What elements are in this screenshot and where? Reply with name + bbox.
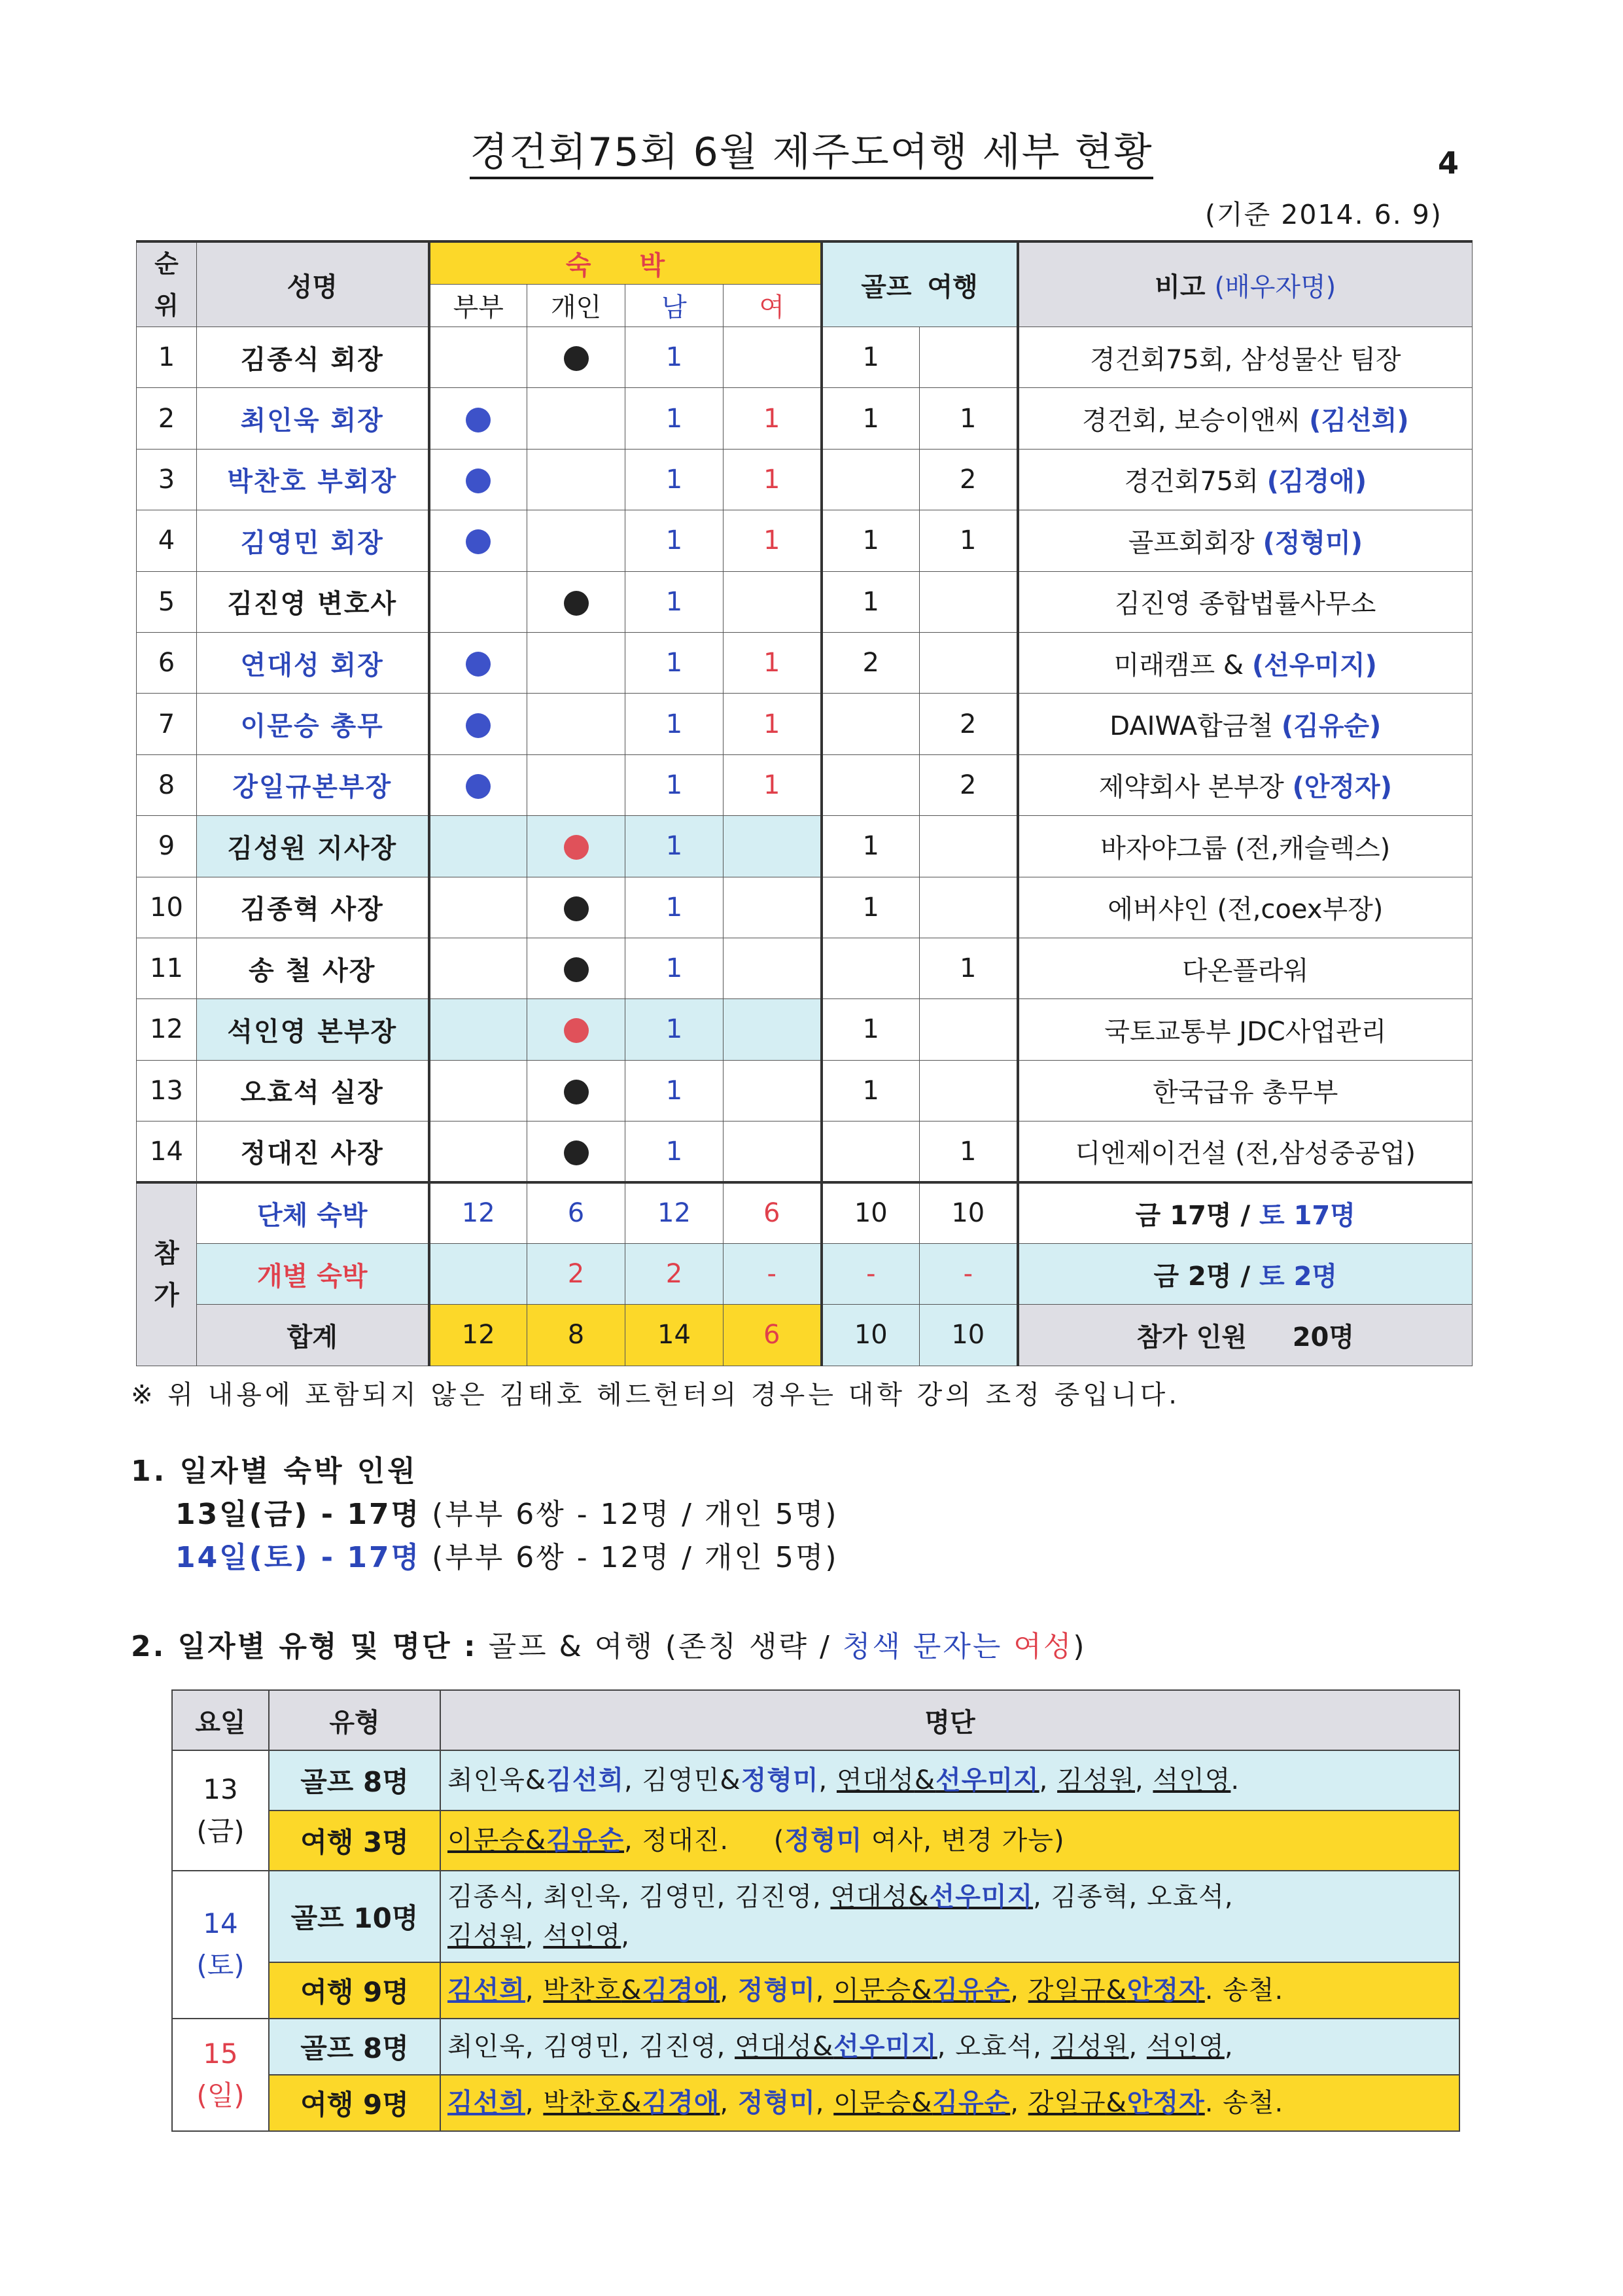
row-no: 9 xyxy=(137,816,197,877)
row-remark xyxy=(1018,999,1473,1060)
remark-text: DAIWA합금철 xyxy=(1109,711,1274,742)
col-day: 요일 xyxy=(172,1690,269,1750)
individual-days: 금 2명 / 토 2명 xyxy=(1018,1243,1473,1304)
row-travel: 1 xyxy=(920,510,1018,571)
row-male: 1 xyxy=(625,1060,724,1121)
remark-text: 경건회75회 xyxy=(1124,467,1259,497)
remark-text: 디엔제이건설 (전,삼성중공업) xyxy=(1075,1139,1416,1169)
row-remark xyxy=(1018,571,1473,632)
single-dot-icon xyxy=(564,591,589,616)
col-list: 명단 xyxy=(440,1690,1459,1750)
row-travel xyxy=(920,571,1018,632)
col-type: 유형 xyxy=(269,1690,440,1750)
group-lodging-label: 단체 숙박 xyxy=(197,1182,429,1243)
list-14-golf: 김종식, 최인욱, 김영민, 김진영, 연대성&선우미지, 김종혁, 오효석, 김성원, 석인영, xyxy=(440,1871,1459,1962)
row-golf xyxy=(822,754,920,815)
single-dot-icon xyxy=(564,1018,589,1043)
row-single xyxy=(527,327,625,388)
row-couple xyxy=(429,938,527,998)
row-female: 1 xyxy=(724,754,822,815)
individual-lodging-label: 개별 숙박 xyxy=(197,1243,429,1304)
row-single xyxy=(527,877,625,938)
row-couple xyxy=(429,632,527,693)
remark-text: 국토교통부 JDC사업관리 xyxy=(1104,1016,1387,1047)
total-participants: 참가 인원 20명 xyxy=(1018,1305,1473,1366)
row-no: 8 xyxy=(137,754,197,815)
row-name: 김종식 회장 xyxy=(197,327,429,388)
col-lodging: 숙 박 xyxy=(429,241,822,284)
row-couple xyxy=(429,449,527,510)
row-travel xyxy=(920,632,1018,693)
individual-couple xyxy=(429,1243,527,1304)
row-golf: 1 xyxy=(822,388,920,449)
row-female xyxy=(724,938,822,998)
table-row xyxy=(137,877,1473,938)
remark-text: 제약회사 본부장 xyxy=(1098,772,1284,803)
row-name: 송 철 사장 xyxy=(197,938,429,998)
row-female xyxy=(724,1060,822,1121)
row-single xyxy=(527,632,625,693)
row-single xyxy=(527,754,625,815)
total-male: 14 xyxy=(625,1305,724,1366)
row-golf: 1 xyxy=(822,999,920,1060)
total-female: 6 xyxy=(724,1305,822,1366)
row-male: 1 xyxy=(625,999,724,1060)
row-female: 1 xyxy=(724,510,822,571)
single-dot-icon xyxy=(564,835,589,860)
spouse-name: (김경애) xyxy=(1266,467,1367,497)
row-no: 2 xyxy=(137,388,197,449)
row-no: 1 xyxy=(137,327,197,388)
group-male: 12 xyxy=(625,1182,724,1243)
row-remark xyxy=(1018,938,1473,998)
total-couple: 12 xyxy=(429,1305,527,1366)
couple-dot-icon xyxy=(466,713,491,738)
row-name: 김영민 회장 xyxy=(197,510,429,571)
row-remark xyxy=(1018,327,1473,388)
row-no: 5 xyxy=(137,571,197,632)
single-dot-icon xyxy=(564,1140,589,1165)
section1-title: 1. 일자별 숙박 인원 xyxy=(131,1455,418,1488)
row-name: 김진영 변호사 xyxy=(197,571,429,632)
row-remark xyxy=(1018,1122,1473,1182)
daily-schedule-table xyxy=(171,1689,1460,2132)
row-remark xyxy=(1018,510,1473,571)
list-13-golf: 최인욱&김선희, 김영민&정형미, 연대성&선우미지, 김성원, 석인영. xyxy=(440,1750,1459,1810)
row-name: 김성원 지사장 xyxy=(197,816,429,877)
remark-text: 골프회회장 xyxy=(1128,527,1255,558)
col-remarks: 비고 (배우자명) xyxy=(1018,241,1473,327)
total-travel: 10 xyxy=(920,1305,1018,1366)
spouse-name: (김유순) xyxy=(1281,711,1382,742)
row-male: 1 xyxy=(625,694,724,754)
footnote: ※ 위 내용에 포함되지 않은 김태호 헤드헌터의 경우는 대학 강의 조정 중입니다. xyxy=(131,1380,1180,1410)
row-name: 강일규본부장 xyxy=(197,754,429,815)
spouse-name: (김선희) xyxy=(1309,406,1409,436)
row-no: 10 xyxy=(137,877,197,938)
section1-line-fri: 13일(금) - 17명 (부부 6쌍 - 12명 / 개인 5명) xyxy=(175,1498,839,1531)
row-single xyxy=(527,816,625,877)
row-travel: 1 xyxy=(920,1122,1018,1182)
row-couple xyxy=(429,877,527,938)
col-male: 남 xyxy=(625,284,724,327)
row-couple xyxy=(429,816,527,877)
row-name: 이문승 총무 xyxy=(197,694,429,754)
row-travel xyxy=(920,877,1018,938)
row-name: 오효석 실장 xyxy=(197,1060,429,1121)
col-name: 성명 xyxy=(197,241,429,327)
table-row xyxy=(137,816,1473,877)
group-couple: 12 xyxy=(429,1182,527,1243)
row-remark xyxy=(1018,632,1473,693)
col-rank: 순위 xyxy=(137,241,197,327)
row-name: 정대진 사장 xyxy=(197,1122,429,1182)
single-dot-icon xyxy=(564,346,589,371)
row-name: 석인영 본부장 xyxy=(197,999,429,1060)
row-remark xyxy=(1018,816,1473,877)
row-remark xyxy=(1018,388,1473,449)
table-row xyxy=(137,388,1473,449)
participation-label: 참가 xyxy=(137,1182,197,1366)
row-golf: 1 xyxy=(822,1060,920,1121)
remark-text: 미래캠프 & xyxy=(1113,650,1244,680)
row-couple xyxy=(429,388,527,449)
row-female xyxy=(724,1122,822,1182)
remark-text: 다온플라워 xyxy=(1182,955,1309,986)
group-single: 6 xyxy=(527,1182,625,1243)
row-single xyxy=(527,1122,625,1182)
row-travel: 2 xyxy=(920,694,1018,754)
type-15-golf: 골프 8명 xyxy=(269,2019,440,2075)
row-travel xyxy=(920,816,1018,877)
table-row xyxy=(137,1122,1473,1182)
row-female: 1 xyxy=(724,632,822,693)
spouse-name: (정형미) xyxy=(1263,527,1363,558)
individual-male: 2 xyxy=(625,1243,724,1304)
row-travel xyxy=(920,1060,1018,1121)
table-row xyxy=(137,449,1473,510)
col-golf: 골프 xyxy=(822,241,920,327)
couple-dot-icon xyxy=(466,468,491,493)
row-male: 1 xyxy=(625,877,724,938)
col-travel: 여행 xyxy=(920,241,1018,327)
couple-dot-icon xyxy=(466,408,491,433)
row-remark xyxy=(1018,449,1473,510)
row-name: 최인욱 회장 xyxy=(197,388,429,449)
row-male: 1 xyxy=(625,632,724,693)
list-13-travel: 이문승&김유순, 정대진. (정형미 여사, 변경 가능) xyxy=(440,1810,1459,1871)
row-golf xyxy=(822,938,920,998)
type-14-travel: 여행 9명 xyxy=(269,1962,440,2019)
row-travel: 2 xyxy=(920,754,1018,815)
page-title: 경건회75회 6월 제주도여행 세부 현황 xyxy=(0,121,1623,177)
row-couple xyxy=(429,1122,527,1182)
row-remark xyxy=(1018,694,1473,754)
row-single xyxy=(527,1060,625,1121)
table-row xyxy=(137,510,1473,571)
total-golf: 10 xyxy=(822,1305,920,1366)
row-golf xyxy=(822,1122,920,1182)
total-single: 8 xyxy=(527,1305,625,1366)
group-female: 6 xyxy=(724,1182,822,1243)
page-number: 4 xyxy=(1438,145,1459,181)
row-couple xyxy=(429,327,527,388)
group-days: 금 17명 / 토 17명 xyxy=(1018,1182,1473,1243)
single-dot-icon xyxy=(564,957,589,982)
type-13-golf: 골프 8명 xyxy=(269,1750,440,1810)
row-male: 1 xyxy=(625,388,724,449)
row-golf xyxy=(822,694,920,754)
day-14: 14 (토) xyxy=(172,1871,269,2019)
row-name: 김종혁 사장 xyxy=(197,877,429,938)
individual-golf: - xyxy=(822,1243,920,1304)
row-couple xyxy=(429,571,527,632)
day-15: 15 (일) xyxy=(172,2019,269,2131)
row-no: 11 xyxy=(137,938,197,998)
row-female xyxy=(724,571,822,632)
row-name: 박찬호 부회장 xyxy=(197,449,429,510)
individual-travel: - xyxy=(920,1243,1018,1304)
col-couple: 부부 xyxy=(429,284,527,327)
spouse-name: (선우미지) xyxy=(1251,650,1377,680)
row-single xyxy=(527,694,625,754)
basis-date: (기준 2014. 6. 9) xyxy=(1205,199,1442,230)
row-couple xyxy=(429,754,527,815)
row-golf: 2 xyxy=(822,632,920,693)
row-female xyxy=(724,877,822,938)
list-15-golf: 최인욱, 김영민, 김진영, 연대성&선우미지, 오효석, 김성원, 석인영, xyxy=(440,2019,1459,2075)
row-male: 1 xyxy=(625,327,724,388)
row-female: 1 xyxy=(724,449,822,510)
row-male: 1 xyxy=(625,816,724,877)
remark-text: 경건회, 보승이앤씨 xyxy=(1081,406,1301,436)
row-couple xyxy=(429,1060,527,1121)
row-name: 연대성 회장 xyxy=(197,632,429,693)
row-male: 1 xyxy=(625,1122,724,1182)
row-male: 1 xyxy=(625,754,724,815)
row-golf: 1 xyxy=(822,571,920,632)
row-female xyxy=(724,816,822,877)
row-couple xyxy=(429,694,527,754)
table-row xyxy=(137,694,1473,754)
row-female xyxy=(724,327,822,388)
table-row xyxy=(137,571,1473,632)
row-female: 1 xyxy=(724,388,822,449)
table-row xyxy=(137,632,1473,693)
row-single xyxy=(527,571,625,632)
row-no: 14 xyxy=(137,1122,197,1182)
section2-title: 2. 일자별 유형 및 명단 : 골프 & 여행 (존칭 생략 / 청색 문자는 여성) xyxy=(131,1630,1087,1663)
table-row xyxy=(137,1060,1473,1121)
remark-text: 한국급유 총무부 xyxy=(1153,1078,1338,1108)
row-remark xyxy=(1018,1060,1473,1121)
col-single: 개인 xyxy=(527,284,625,327)
row-no: 4 xyxy=(137,510,197,571)
row-female: 1 xyxy=(724,694,822,754)
row-male: 1 xyxy=(625,510,724,571)
table-row xyxy=(137,999,1473,1060)
row-single xyxy=(527,510,625,571)
individual-single: 2 xyxy=(527,1243,625,1304)
row-no: 3 xyxy=(137,449,197,510)
row-golf: 1 xyxy=(822,877,920,938)
row-male: 1 xyxy=(625,449,724,510)
list-14-travel: 김선희, 박찬호&김경애, 정형미, 이문승&김유순, 강일규&안정자. 송철. xyxy=(440,1962,1459,2019)
single-dot-icon xyxy=(564,1080,589,1104)
row-female xyxy=(724,999,822,1060)
section1-line-sat: 14일(토) - 17명 (부부 6쌍 - 12명 / 개인 5명) xyxy=(175,1541,839,1574)
row-no: 7 xyxy=(137,694,197,754)
row-no: 6 xyxy=(137,632,197,693)
col-female: 여 xyxy=(724,284,822,327)
list-15-travel: 김선희, 박찬호&김경애, 정형미, 이문승&김유순, 강일규&안정자. 송철. xyxy=(440,2075,1459,2131)
row-single xyxy=(527,938,625,998)
row-couple xyxy=(429,510,527,571)
type-13-travel: 여행 3명 xyxy=(269,1810,440,1871)
row-couple xyxy=(429,999,527,1060)
type-15-travel: 여행 9명 xyxy=(269,2075,440,2131)
individual-female: - xyxy=(724,1243,822,1304)
row-travel: 1 xyxy=(920,938,1018,998)
row-remark xyxy=(1018,754,1473,815)
total-label: 합계 xyxy=(197,1305,429,1366)
couple-dot-icon xyxy=(466,529,491,554)
row-travel xyxy=(920,999,1018,1060)
row-male: 1 xyxy=(625,571,724,632)
remark-text: 경건회75회, 삼성물산 팀장 xyxy=(1090,344,1401,375)
row-remark xyxy=(1018,877,1473,938)
table-row xyxy=(137,754,1473,815)
row-golf xyxy=(822,449,920,510)
remark-text: 에버샤인 (전,coex부장) xyxy=(1108,894,1384,925)
row-no: 12 xyxy=(137,999,197,1060)
table-row xyxy=(137,327,1473,388)
row-travel: 1 xyxy=(920,388,1018,449)
group-golf: 10 xyxy=(822,1182,920,1243)
lodging-status-table xyxy=(136,240,1473,1366)
row-no: 13 xyxy=(137,1060,197,1121)
table-row xyxy=(137,938,1473,998)
day-13: 13 (금) xyxy=(172,1750,269,1871)
group-travel: 10 xyxy=(920,1182,1018,1243)
couple-dot-icon xyxy=(466,652,491,677)
row-golf: 1 xyxy=(822,510,920,571)
couple-dot-icon xyxy=(466,774,491,799)
row-golf: 1 xyxy=(822,327,920,388)
remark-text: 바자야그룹 (전,캐슬렉스) xyxy=(1100,833,1391,864)
single-dot-icon xyxy=(564,896,589,921)
row-golf: 1 xyxy=(822,816,920,877)
row-single xyxy=(527,999,625,1060)
row-single xyxy=(527,449,625,510)
remark-text: 김진영 종합법률사무소 xyxy=(1115,589,1376,620)
spouse-name: (안정자) xyxy=(1292,772,1392,803)
type-14-golf: 골프 10명 xyxy=(269,1871,440,1962)
row-travel: 2 xyxy=(920,449,1018,510)
row-male: 1 xyxy=(625,938,724,998)
row-travel xyxy=(920,327,1018,388)
row-single xyxy=(527,388,625,449)
